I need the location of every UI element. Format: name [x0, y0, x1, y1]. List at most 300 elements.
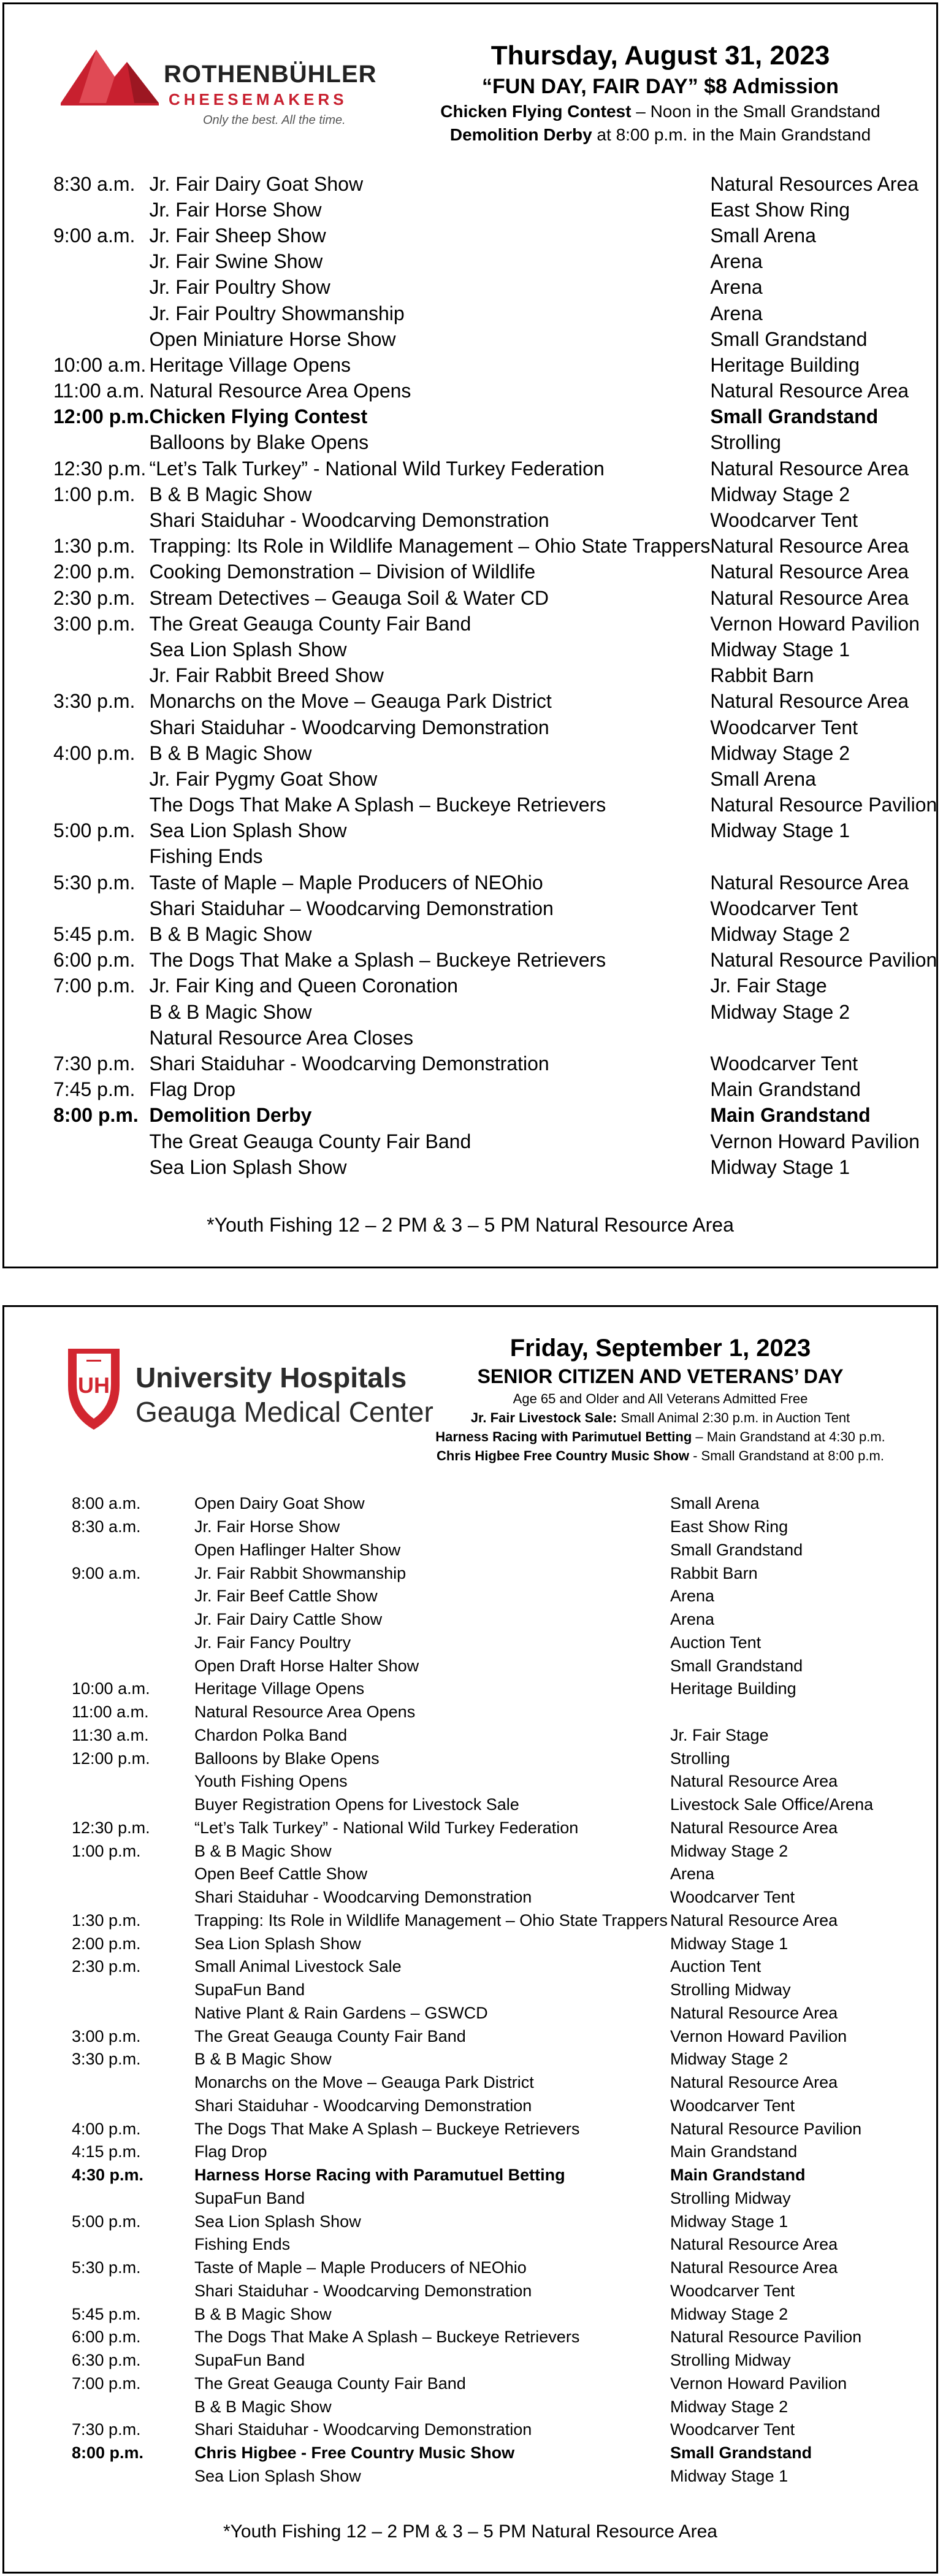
day-theme: SENIOR CITIZEN AND VETERANS’ DAY: [477, 1365, 844, 1387]
highlight-text: at 8:00 p.m. in the Main Grandstand: [592, 125, 871, 144]
schedule-time: 1:00 p.m.: [72, 1841, 141, 1860]
highlight-bold: Chris Higbee Free Country Music Show: [437, 1448, 689, 1463]
schedule-time: 1:00 p.m.: [53, 483, 136, 505]
schedule-location: Natural Resource Area: [710, 535, 909, 558]
schedule-event: The Dogs That Make A Splash – Buckeye Retrievers: [149, 794, 606, 816]
schedule-row: [72, 2442, 903, 2465]
schedule-event: The Great Geauga County Fair Band: [194, 2374, 466, 2393]
schedule-time: 3:30 p.m.: [72, 2050, 141, 2069]
schedule-time: [72, 1886, 194, 1909]
schedule-time: 5:00 p.m.: [72, 2212, 141, 2231]
schedule-event: Demolition Derby: [149, 1104, 312, 1127]
day-panel-thursday: [2, 2, 938, 1268]
schedule-time: [72, 2071, 194, 2095]
schedule-time: 8:30 a.m.: [53, 172, 136, 195]
schedule-location: Natural Resource Area: [670, 2003, 838, 2022]
schedule-location: Small Arena: [710, 224, 816, 247]
schedule-location: Natural Resource Area: [670, 2258, 838, 2277]
schedule-location: Strolling Midway: [670, 2188, 791, 2207]
schedule-row: [72, 1654, 903, 1677]
schedule-event: Jr. Fair Horse Show: [149, 198, 322, 221]
schedule-event: Natural Resource Area Closes: [149, 1026, 413, 1049]
highlight-bold: Jr. Fair Livestock Sale:: [470, 1410, 617, 1425]
schedule-time: 9:00 a.m.: [72, 1563, 141, 1582]
schedule-time: 1:30 p.m.: [53, 535, 136, 558]
schedule-time: 7:30 p.m.: [53, 1052, 136, 1075]
schedule-event: Fishing Ends: [194, 2235, 291, 2254]
schedule-location: Natural Resource Area: [710, 690, 909, 713]
schedule-row: [72, 2071, 903, 2095]
schedule-row: [53, 352, 937, 378]
schedule-row: [72, 2372, 903, 2396]
schedule-location: Natural Resource Area: [710, 871, 909, 894]
highlight-text: – Noon in the Small Grandstand: [631, 102, 880, 121]
schedule-event: Open Miniature Horse Show: [149, 328, 396, 350]
schedule-event: The Dogs That Make A Splash – Buckeye Retrievers: [194, 2328, 580, 2347]
schedule-row: [53, 999, 937, 1025]
schedule-row: [53, 1129, 937, 1154]
schedule-event: B & B Magic Show: [194, 2050, 332, 2069]
day-theme: “FUN DAY, FAIR DAY” $8 Admission: [482, 75, 839, 98]
schedule-row: [53, 921, 937, 947]
schedule-location: Main Grandstand: [710, 1078, 861, 1101]
schedule-event: Taste of Maple – Maple Producers of NEOhio: [149, 871, 543, 894]
schedule-time: 9:00 a.m.: [53, 224, 136, 247]
schedule-location: Woodcarver Tent: [670, 1888, 795, 1907]
schedule-event: Open Haflinger Halter Show: [194, 1540, 401, 1559]
sponsor-name: ROTHENBÜHLER: [164, 61, 377, 88]
schedule-time: [72, 2002, 194, 2025]
schedule-location: Heritage Building: [710, 353, 860, 376]
schedule-time: [72, 1631, 194, 1655]
schedule-row: [72, 1955, 903, 1979]
highlight-line: [427, 1408, 893, 1427]
schedule-row: [53, 171, 937, 197]
schedule-event: Sea Lion Splash Show: [194, 1934, 361, 1953]
schedule-event: B & B Magic Show: [194, 2304, 332, 2323]
schedule-row: [72, 2280, 903, 2303]
schedule-event: The Dogs That Make a Splash – Buckeye Retrievers: [149, 949, 606, 972]
schedule-location: Woodcarver Tent: [710, 897, 858, 919]
schedule-row: [53, 766, 937, 792]
schedule-event: B & B Magic Show: [149, 1000, 312, 1023]
schedule-row: [72, 1770, 903, 1793]
schedule-row: [72, 1909, 903, 1933]
schedule-location: Natural Resource Area: [670, 2073, 838, 2092]
schedule-row: [72, 2141, 903, 2164]
schedule-location: Arena: [710, 250, 763, 273]
schedule-row: [72, 2117, 903, 2141]
schedule-time: 8:00 p.m.: [53, 1104, 139, 1127]
schedule-location: Midway Stage 2: [710, 1000, 850, 1023]
day-date: Thursday, August 31, 2023: [491, 40, 830, 71]
schedule-location: Midway Stage 2: [710, 483, 850, 505]
schedule-location: Natural Resource Area: [710, 561, 909, 583]
highlight-text: - Small Grandstand at 8:00 p.m.: [689, 1448, 884, 1463]
schedule-location: Arena: [670, 1587, 715, 1606]
schedule-event: Shari Staiduhar - Woodcarving Demonstration: [194, 2281, 532, 2300]
schedule-time: [53, 197, 150, 223]
schedule-event: Heritage Village Opens: [149, 353, 351, 376]
schedule-location: Midway Stage 1: [710, 638, 850, 661]
schedule-row: [53, 637, 937, 662]
schedule-event: Jr. Fair Poultry Showmanship: [149, 302, 405, 324]
schedule-event: Jr. Fair Swine Show: [149, 250, 323, 273]
schedule-event: B & B Magic Show: [194, 1841, 332, 1860]
schedule-event: Shari Staiduhar - Woodcarving Demonstration: [149, 509, 549, 532]
schedule-row: [53, 404, 937, 430]
schedule-table-thursday: [53, 171, 937, 1180]
schedule-event: Jr. Fair Horse Show: [194, 1517, 340, 1536]
schedule-location: Natural Resource Area: [670, 1911, 838, 1930]
schedule-event: Sea Lion Splash Show: [194, 2466, 361, 2485]
schedule-time: [72, 1539, 194, 1562]
schedule-location: Small Arena: [670, 1494, 760, 1513]
schedule-event: Jr. Fair Rabbit Breed Show: [149, 664, 384, 687]
schedule-time: 3:00 p.m.: [53, 612, 136, 635]
schedule-event: Jr. Fair King and Queen Coronation: [149, 975, 458, 997]
schedule-time: 5:30 p.m.: [72, 2258, 141, 2277]
schedule-location: Main Grandstand: [710, 1104, 871, 1127]
schedule-event: Monarchs on the Move – Geauga Park District: [194, 2073, 534, 2092]
sponsor-name: University Hospitals: [136, 1362, 407, 1393]
day-panel-friday: [2, 1305, 938, 2574]
schedule-row: [53, 715, 937, 740]
schedule-event: “Let’s Talk Turkey” - National Wild Turkey Federation: [194, 1818, 579, 1837]
schedule-row: [53, 870, 937, 895]
schedule-event: Jr. Fair Fancy Poultry: [194, 1633, 351, 1652]
schedule-event: Monarchs on the Move – Geauga Park District: [149, 690, 552, 713]
schedule-event: Chardon Polka Band: [194, 1725, 348, 1744]
schedule-time: 4:00 p.m.: [53, 742, 136, 764]
schedule-row: [72, 1839, 903, 1863]
schedule-location: Midway Stage 1: [670, 2212, 788, 2231]
schedule-row: [72, 1979, 903, 2002]
schedule-row: [53, 1051, 937, 1076]
schedule-location: Jr. Fair Stage: [670, 1725, 769, 1744]
schedule-location: Natural Resource Pavilion: [710, 794, 937, 816]
schedule-event: Shari Staiduhar - Woodcarving Demonstration: [149, 1052, 549, 1075]
schedule-time: [72, 2233, 194, 2256]
schedule-location: East Show Ring: [670, 1517, 788, 1536]
schedule-event: The Great Geauga County Fair Band: [149, 612, 472, 635]
schedule-row: [53, 481, 937, 507]
schedule-row: [72, 2095, 903, 2118]
schedule-location: Midway Stage 2: [710, 923, 850, 946]
schedule-time: [53, 1025, 150, 1051]
schedule-row: [53, 611, 937, 637]
schedule-location: Midway Stage 1: [670, 2466, 788, 2485]
schedule-time: [72, 1585, 194, 1608]
schedule-time: 7:45 p.m.: [53, 1078, 136, 1101]
schedule-time: 4:30 p.m.: [72, 2166, 144, 2185]
schedule-time: [53, 715, 150, 740]
schedule-time: [72, 1608, 194, 1631]
schedule-location: Strolling Midway: [670, 1980, 791, 1999]
schedule-row: [53, 1077, 937, 1103]
schedule-location: Woodcarver Tent: [710, 509, 858, 532]
schedule-event: SupaFun Band: [194, 2351, 305, 2370]
schedule-location: Rabbit Barn: [710, 664, 814, 687]
schedule-time: 5:45 p.m.: [53, 923, 136, 946]
schedule-event: Shari Staiduhar - Woodcarving Demonstration: [149, 716, 549, 738]
highlight-text: – Main Grandstand at 4:30 p.m.: [692, 1429, 885, 1444]
schedule-location: Natural Resource Pavilion: [670, 2328, 862, 2347]
schedule-location: Midway Stage 2: [670, 2304, 788, 2323]
schedule-time: 8:00 a.m.: [72, 1494, 141, 1513]
schedule-time: 11:30 a.m.: [72, 1725, 149, 1744]
schedule-time: 6:30 p.m.: [72, 2351, 141, 2370]
schedule-event: Chicken Flying Contest: [149, 405, 368, 428]
schedule-row: [53, 792, 937, 818]
schedule-event: The Great Geauga County Fair Band: [149, 1130, 472, 1152]
schedule-location: Natural Resource Area: [670, 1772, 838, 1791]
schedule-event: Stream Detectives – Geauga Soil & Water CD: [149, 586, 549, 609]
uh-mark: UH: [78, 1373, 110, 1398]
schedule-row: [53, 197, 937, 223]
schedule-time: [72, 1979, 194, 2002]
schedule-time: 2:00 p.m.: [72, 1934, 141, 1953]
schedule-row: [53, 275, 937, 301]
schedule-time: 12:00 p.m.: [72, 1749, 150, 1768]
schedule-time: [53, 1129, 150, 1154]
highlight-line: [427, 1427, 893, 1446]
schedule-row: [72, 2326, 903, 2349]
schedule-event: Chris Higbee - Free Country Music Show: [194, 2444, 515, 2463]
schedule-time: [72, 2280, 194, 2303]
schedule-time: 4:00 p.m.: [72, 2119, 141, 2138]
schedule-location: East Show Ring: [710, 198, 850, 221]
schedule-location: [710, 1025, 937, 1051]
schedule-location: Strolling Midway: [670, 2351, 791, 2370]
day-header: [427, 39, 893, 147]
highlight-line: [427, 100, 893, 123]
schedule-event: Flag Drop: [194, 2142, 267, 2161]
schedule-location: Midway Stage 1: [710, 1156, 850, 1178]
schedule-row: [72, 2256, 903, 2280]
schedule-event: The Dogs That Make A Splash – Buckeye Retrievers: [194, 2119, 580, 2138]
schedule-event: B & B Magic Show: [149, 742, 312, 764]
schedule-time: [53, 844, 150, 870]
schedule-row: [53, 689, 937, 715]
schedule-time: 4:15 p.m.: [72, 2142, 141, 2161]
highlight-text: Small Animal 2:30 p.m. in Auction Tent: [617, 1410, 850, 1425]
schedule-event: Shari Staiduhar – Woodcarving Demonstration: [149, 897, 554, 919]
schedule-event: Flag Drop: [149, 1078, 236, 1101]
schedule-row: [53, 973, 937, 999]
schedule-location: Natural Resource Pavilion: [710, 949, 937, 972]
schedule-location: Natural Resource Pavilion: [670, 2119, 862, 2138]
schedule-row: [72, 2048, 903, 2071]
schedule-event: Cooking Demonstration – Division of Wildlife: [149, 561, 536, 583]
schedule-event: Balloons by Blake Opens: [149, 431, 369, 454]
schedule-time: 10:00 a.m.: [72, 1679, 150, 1698]
schedule-event: Open Beef Cattle Show: [194, 1865, 368, 1884]
schedule-row: [72, 2025, 903, 2048]
schedule-time: [53, 326, 150, 352]
schedule-row: [53, 534, 937, 559]
schedule-location: Strolling: [670, 1749, 730, 1768]
schedule-row: [72, 1817, 903, 1840]
schedule-event: Jr. Fair Dairy Cattle Show: [194, 1610, 383, 1629]
schedule-location: Small Grandstand: [710, 405, 879, 428]
uh-shield-logo-icon: [63, 1343, 131, 1435]
schedule-event: Shari Staiduhar - Woodcarving Demonstration: [194, 1888, 532, 1907]
schedule-row: [53, 948, 937, 973]
schedule-location: [710, 844, 937, 870]
schedule-time: [53, 249, 150, 275]
schedule-event: Sea Lion Splash Show: [194, 2212, 361, 2231]
schedule-time: [53, 999, 150, 1025]
schedule-location: Livestock Sale Office/Arena: [670, 1795, 874, 1814]
day-header: [427, 1333, 893, 1465]
schedule-row: [72, 2465, 903, 2488]
schedule-row: [72, 1562, 903, 1585]
schedule-row: [53, 1154, 937, 1180]
schedule-row: [72, 1863, 903, 1886]
schedule-row: [53, 223, 937, 248]
schedule-event: Sea Lion Splash Show: [149, 819, 347, 842]
schedule-time: [53, 663, 150, 689]
schedule-event: Harness Horse Racing with Paramutuel Betting: [194, 2166, 565, 2185]
schedule-row: [72, 1701, 903, 1724]
schedule-event: Buyer Registration Opens for Livestock Sale: [194, 1795, 519, 1814]
schedule-event: Heritage Village Opens: [194, 1679, 365, 1698]
schedule-location: Vernon Howard Pavilion: [710, 1130, 920, 1152]
schedule-location: Natural Resource Area: [710, 586, 909, 609]
schedule-row: [72, 1608, 903, 1631]
schedule-event: SupaFun Band: [194, 2188, 305, 2207]
schedule-location: Vernon Howard Pavilion: [670, 2026, 847, 2045]
schedule-event: Shari Staiduhar - Woodcarving Demonstration: [194, 2420, 532, 2439]
schedule-time: 12:00 p.m.: [53, 405, 150, 428]
schedule-location: Main Grandstand: [670, 2166, 806, 2185]
schedule-location: Small Grandstand: [670, 2444, 812, 2463]
schedule-event: Open Draft Horse Halter Show: [194, 1656, 419, 1675]
schedule-time: [72, 1770, 194, 1793]
schedule-event: B & B Magic Show: [149, 923, 312, 946]
schedule-row: [53, 378, 937, 404]
schedule-time: [53, 507, 150, 533]
schedule-event: Sea Lion Splash Show: [149, 1156, 347, 1178]
schedule-time: [72, 2095, 194, 2118]
schedule-time: 7:00 p.m.: [72, 2374, 141, 2393]
schedule-row: [72, 1793, 903, 1817]
schedule-location: Rabbit Barn: [670, 1563, 758, 1582]
schedule-location: Midway Stage 1: [670, 1934, 788, 1953]
schedule-time: 6:00 p.m.: [72, 2328, 141, 2347]
highlight-bold: Demolition Derby: [449, 125, 592, 144]
schedule-location: Midway Stage 1: [710, 819, 850, 842]
schedule-row: [53, 740, 937, 766]
schedule-location: Natural Resource Area: [670, 2235, 838, 2254]
sponsor-subname: Geauga Medical Center: [136, 1396, 433, 1428]
schedule-location: Strolling: [710, 431, 781, 454]
schedule-time: 2:30 p.m.: [72, 1957, 141, 1976]
schedule-row: [72, 2302, 903, 2326]
schedule-event: Natural Resource Area Opens: [194, 1703, 416, 1722]
schedule-event: Jr. Fair Beef Cattle Show: [194, 1587, 378, 1606]
schedule-event: Jr. Fair Pygmy Goat Show: [149, 767, 378, 790]
schedule-row: [72, 1747, 903, 1770]
schedule-location: Midway Stage 2: [670, 2397, 788, 2416]
schedule-event: Jr. Fair Poultry Show: [149, 276, 330, 299]
schedule-time: 12:30 p.m.: [53, 457, 147, 480]
schedule-time: [53, 275, 150, 301]
schedule-row: [72, 2210, 903, 2233]
admission-note: Age 65 and Older and All Veterans Admitted Free: [513, 1391, 808, 1406]
schedule-row: [72, 1492, 903, 1516]
footnote: *Youth Fishing 12 – 2 PM & 3 – 5 PM Natural Resource Area: [223, 2521, 717, 2542]
schedule-time: 2:30 p.m.: [53, 586, 136, 609]
footnote: *Youth Fishing 12 – 2 PM & 3 – 5 PM Natural Resource Area: [207, 1214, 734, 1236]
schedule-time: 3:30 p.m.: [53, 690, 136, 713]
mountain-logo-icon: [61, 45, 165, 112]
schedule-row: [72, 2164, 903, 2187]
schedule-location: Vernon Howard Pavilion: [710, 612, 920, 635]
schedule-time: 7:30 p.m.: [72, 2420, 141, 2439]
schedule-time: 8:00 p.m.: [72, 2444, 144, 2463]
schedule-location: Woodcarver Tent: [670, 2281, 795, 2300]
schedule-event: “Let’s Talk Turkey” - National Wild Turkey Federation: [149, 457, 605, 480]
schedule-time: [72, 1863, 194, 1886]
schedule-event: Trapping: Its Role in Wildlife Management – Ohio State Trappers: [149, 535, 711, 558]
schedule-location: Auction Tent: [670, 1957, 762, 1976]
schedule-time: 11:00 a.m.: [72, 1703, 149, 1722]
schedule-row: [72, 2418, 903, 2442]
highlight-bold: Harness Racing with Parimutuel Betting: [435, 1429, 692, 1444]
schedule-row: [53, 249, 937, 275]
schedule-location: Auction Tent: [670, 1633, 762, 1652]
schedule-event: B & B Magic Show: [194, 2397, 332, 2416]
schedule-time: [72, 1654, 194, 1677]
schedule-location: Small Grandstand: [670, 1540, 803, 1559]
schedule-event: Youth Fishing Opens: [194, 1772, 348, 1791]
schedule-time: [53, 895, 150, 921]
schedule-time: 5:00 p.m.: [53, 819, 136, 842]
schedule-time: 11:00 a.m.: [53, 380, 145, 402]
schedule-location: Jr. Fair Stage: [710, 975, 827, 997]
schedule-time: 2:00 p.m.: [53, 561, 136, 583]
schedule-time: [53, 766, 150, 792]
schedule-row: [53, 895, 937, 921]
day-date: Friday, September 1, 2023: [510, 1335, 811, 1362]
schedule-time: 8:30 a.m.: [72, 1517, 141, 1536]
schedule-event: Jr. Fair Dairy Goat Show: [149, 172, 364, 195]
schedule-table-friday: [72, 1492, 903, 2488]
schedule-location: Natural Resource Area: [670, 1818, 838, 1837]
schedule-event: Open Dairy Goat Show: [194, 1494, 365, 1513]
schedule-row: [53, 301, 937, 326]
highlight-line: [427, 123, 893, 147]
schedule-row: [53, 585, 937, 611]
schedule-event: SupaFun Band: [194, 1980, 305, 1999]
schedule-row: [53, 456, 937, 481]
schedule-location: Midway Stage 2: [670, 2050, 788, 2069]
schedule-row: [53, 430, 937, 456]
schedule-time: [72, 1793, 194, 1817]
schedule-row: [72, 1724, 903, 1747]
schedule-event: Native Plant & Rain Gardens – GSWCD: [194, 2003, 488, 2022]
schedule-location: Arena: [670, 1610, 715, 1629]
schedule-time: 6:00 p.m.: [53, 949, 136, 972]
schedule-row: [72, 1677, 903, 1701]
schedule-row: [72, 2002, 903, 2025]
schedule-row: [72, 2395, 903, 2418]
schedule-row: [72, 1585, 903, 1608]
schedule-row: [72, 1516, 903, 1539]
schedule-time: [53, 637, 150, 662]
